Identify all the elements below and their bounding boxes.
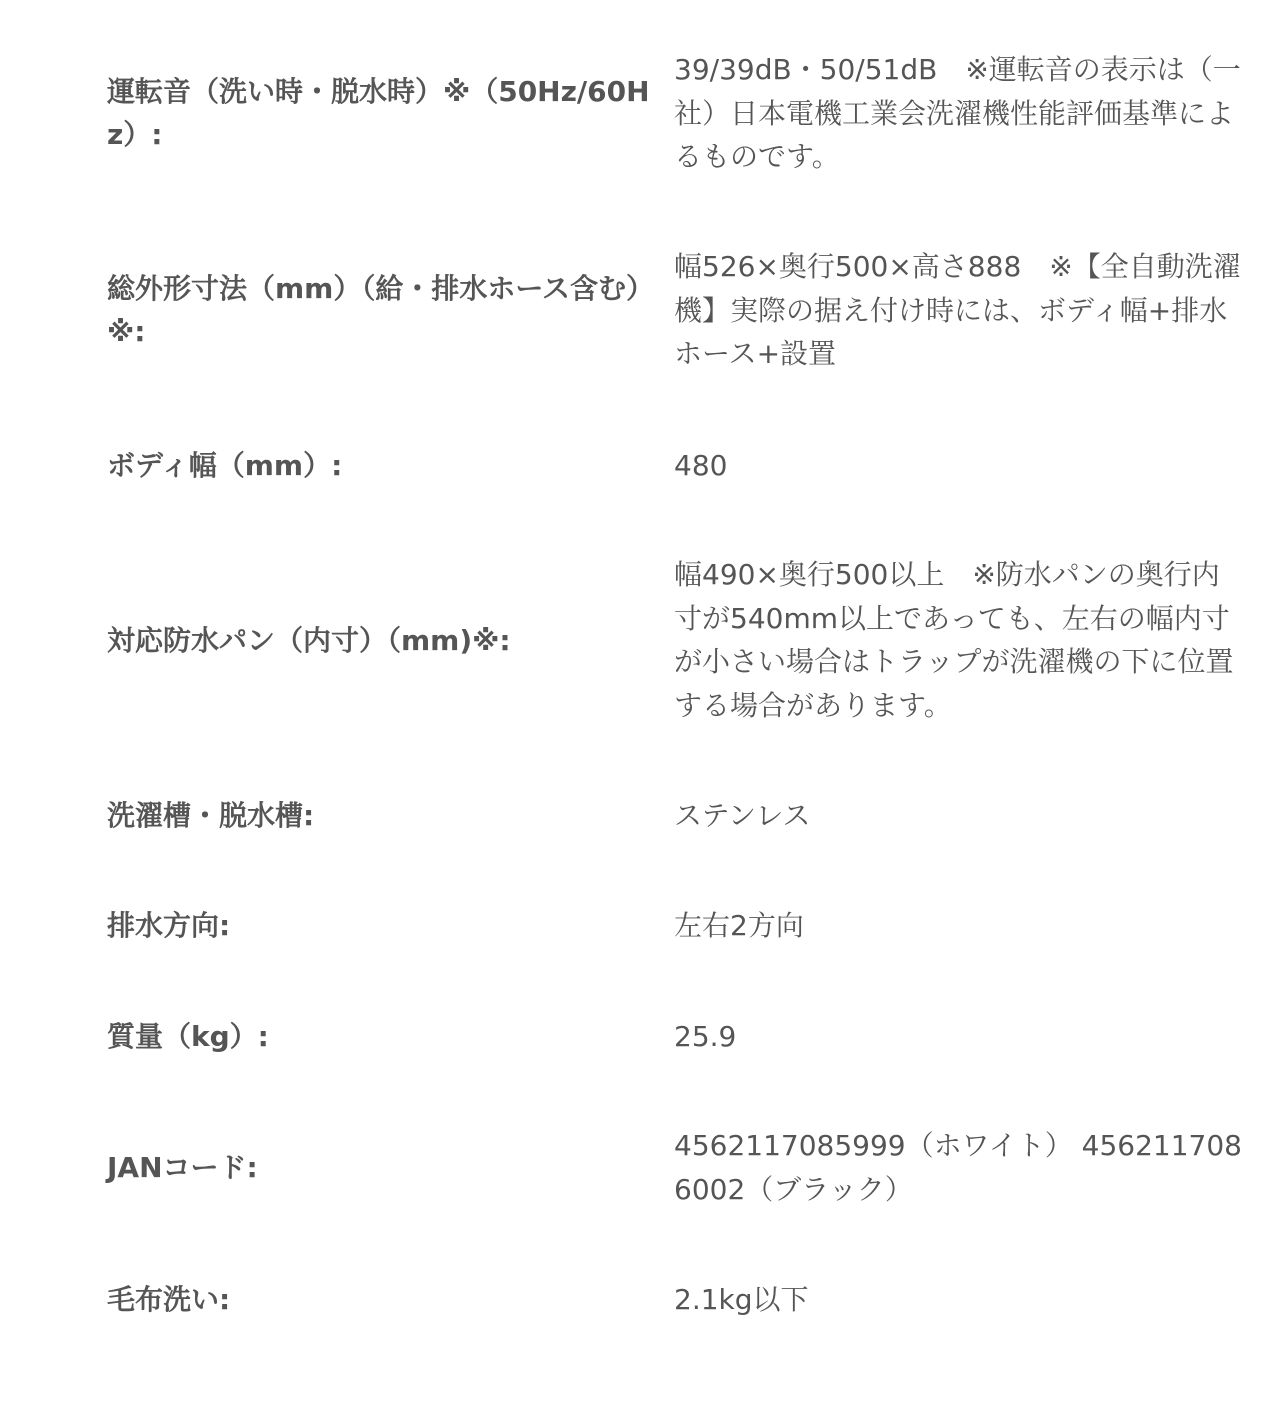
spec-label: 対応防水パン（内寸）（mm)※: bbox=[107, 624, 511, 657]
spec-label: 質量（kg）: bbox=[107, 1020, 269, 1053]
spec-value: 4562117085999（ホワイト） 4562117086002（ブラック） bbox=[674, 1129, 1242, 1206]
spec-value: 2.1kg以下 bbox=[674, 1283, 809, 1316]
spec-label: JANコード: bbox=[107, 1151, 258, 1184]
spec-label: 洗濯槽・脱水槽: bbox=[107, 799, 315, 832]
spec-value: ステンレス bbox=[674, 799, 811, 832]
spec-value: 480 bbox=[674, 449, 728, 482]
spec-label: 毛布洗い: bbox=[107, 1283, 231, 1316]
spec-value: 幅526×奥行500×高さ888 ※【全自動洗濯機】実際の据え付け時には、ボディ幅+排水ホース+設置 bbox=[674, 250, 1241, 370]
spec-label: 総外形寸法（mm）（給・排水ホース含む）※: bbox=[107, 272, 654, 348]
spec-value: 25.9 bbox=[674, 1020, 737, 1053]
spec-value: 左右2方向 bbox=[674, 909, 804, 942]
spec-label: ボディ幅（mm）: bbox=[107, 449, 343, 482]
spec-label: 運転音（洗い時・脱水時）※（50Hz/60Hz）: bbox=[107, 75, 650, 151]
spec-value: 幅490×奥行500以上 ※防水パンの奥行内寸が540mm以上であっても、左右の幅内寸が小さい場合はトラップが洗濯機の下に位置する場合があります。 bbox=[674, 558, 1234, 722]
spec-value: 39/39dB・50/51dB ※運転音の表示は（一社）日本電機工業会洗濯機性能評価基準によるものです。 bbox=[674, 53, 1241, 173]
spec-label: 排水方向: bbox=[107, 909, 231, 942]
